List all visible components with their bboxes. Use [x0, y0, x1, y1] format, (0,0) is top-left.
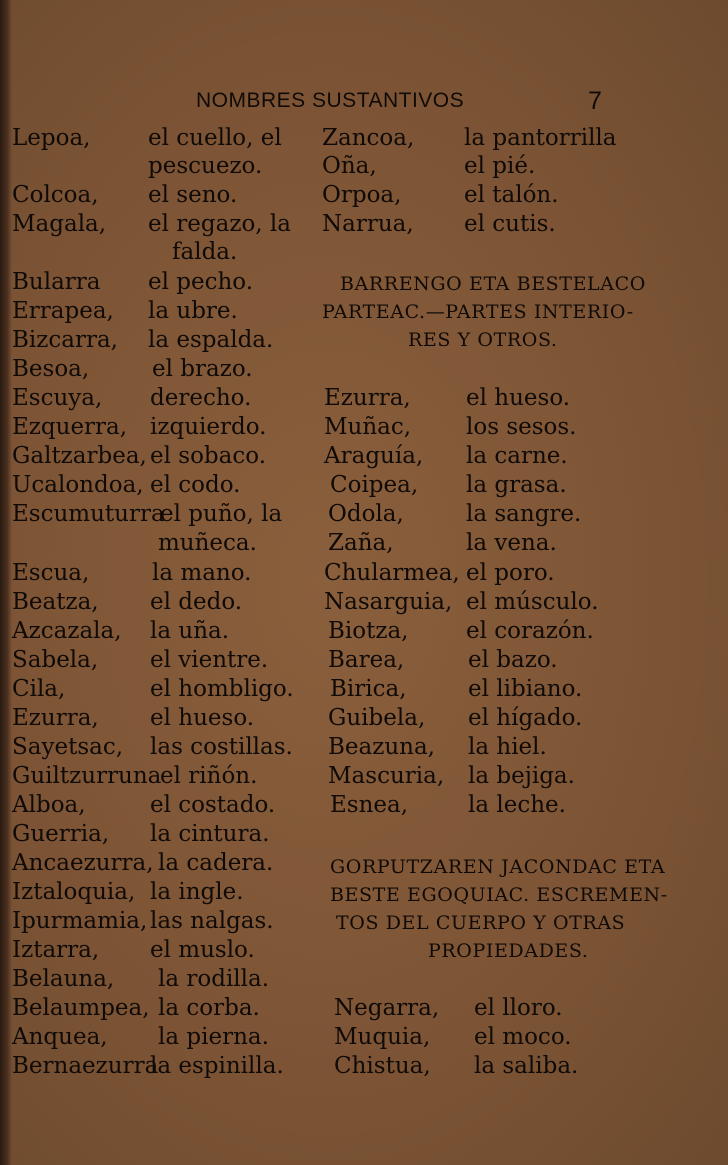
- entry-term: Guiltzurruna: [12, 763, 162, 789]
- entry-term: Chistua,: [334, 1053, 431, 1079]
- entry-meaning: la pantorrilla: [464, 125, 617, 151]
- entry-term: Belauna,: [12, 966, 115, 992]
- entry-term: Biotza,: [328, 618, 409, 644]
- section-heading: BESTE EGOQUIAC. ESCREMEN-: [330, 884, 668, 906]
- entry-term: Magala,: [12, 211, 107, 237]
- entry-term: Ezquerra,: [12, 414, 128, 440]
- entry-term: Alboa,: [12, 792, 86, 818]
- entry-meaning-continuation: muñeca.: [158, 530, 257, 556]
- entry-meaning: el pié.: [464, 153, 536, 179]
- entry-term: Belaumpea,: [12, 995, 150, 1021]
- entry-meaning: la mano.: [152, 560, 252, 586]
- entry-term: Odola,: [328, 501, 404, 527]
- entry-term: Zaña,: [328, 530, 394, 556]
- entry-term: Bernaezurra: [12, 1053, 159, 1079]
- section-heading: PARTEAC.—PARTES INTERIO-: [322, 301, 634, 323]
- section-heading: TOS DEL CUERPO Y OTRAS: [336, 912, 626, 934]
- entry-meaning: la rodilla.: [158, 966, 270, 992]
- entry-term: Ucalondoa,: [12, 472, 144, 498]
- entry-meaning: la sangre.: [466, 501, 582, 527]
- entry-meaning: el codo.: [150, 472, 241, 498]
- entry-meaning: izquierdo.: [150, 414, 267, 440]
- entry-meaning: la espalda.: [148, 327, 274, 353]
- entry-meaning: la corba.: [158, 995, 260, 1021]
- entry-term: Iztaloquia,: [12, 879, 136, 905]
- entry-meaning: la grasa.: [466, 472, 567, 498]
- entry-term: Sabela,: [12, 647, 99, 673]
- entry-term: Esnea,: [330, 792, 409, 818]
- entry-meaning: el hueso.: [150, 705, 255, 731]
- entry-meaning: la vena.: [466, 530, 557, 556]
- entry-meaning: las costillas.: [150, 734, 293, 760]
- section-heading: RES Y OTROS.: [408, 329, 558, 351]
- entry-meaning: el muslo.: [150, 937, 255, 963]
- entry-meaning: el seno.: [148, 182, 238, 208]
- entry-term: Sayetsac,: [12, 734, 124, 760]
- entry-meaning: el lloro.: [474, 995, 563, 1021]
- section-heading: GORPUTZAREN JACONDAC ETA: [330, 856, 666, 878]
- entry-term: Ancaezurra,: [12, 850, 154, 876]
- entry-meaning: el hueso.: [466, 385, 571, 411]
- entry-meaning: la bejiga.: [468, 763, 575, 789]
- entry-term: Zancoa,: [322, 125, 415, 151]
- entry-meaning: las nalgas.: [150, 908, 274, 934]
- entry-term: Bizcarra,: [12, 327, 118, 353]
- entry-term: Beazuna,: [328, 734, 435, 760]
- entry-term: Errapea,: [12, 298, 114, 324]
- entry-term: Escua,: [12, 560, 90, 586]
- entry-meaning: el sobaco.: [150, 443, 266, 469]
- page-binding-edge: [0, 0, 12, 1165]
- entry-meaning: la pierna.: [158, 1024, 269, 1050]
- entry-term: Guibela,: [328, 705, 426, 731]
- entry-meaning: el puño, la: [160, 501, 283, 527]
- entry-term: Coipea,: [330, 472, 419, 498]
- entry-term: Orpoa,: [322, 182, 402, 208]
- entry-term: Guerria,: [12, 821, 110, 847]
- entry-meaning: la espinilla.: [150, 1053, 284, 1079]
- entry-term: Nasarguia,: [324, 589, 453, 615]
- entry-term: Beatza,: [12, 589, 99, 615]
- entry-meaning-continuation: falda.: [172, 239, 238, 265]
- entry-meaning: el riñón.: [160, 763, 258, 789]
- entry-term: Cila,: [12, 676, 66, 702]
- entry-meaning: el poro.: [466, 560, 555, 586]
- entry-term: Anquea,: [12, 1024, 108, 1050]
- entry-meaning: el libiano.: [468, 676, 583, 702]
- entry-term: Ipurmamia,: [12, 908, 148, 934]
- section-heading: BARRENGO ETA BESTELACO: [340, 273, 646, 295]
- entry-term: Araguía,: [324, 443, 424, 469]
- entry-meaning: el regazo, la: [148, 211, 291, 237]
- entry-term: Besoa,: [12, 356, 90, 382]
- entry-term: Bularra: [12, 269, 101, 295]
- entry-meaning: la cintura.: [150, 821, 270, 847]
- entry-meaning: el hígado.: [468, 705, 583, 731]
- entry-meaning: la ubre.: [148, 298, 238, 324]
- entry-term: Narrua,: [322, 211, 414, 237]
- entry-term: Mascuria,: [328, 763, 445, 789]
- entry-meaning: la ingle.: [150, 879, 244, 905]
- entry-meaning: la carne.: [466, 443, 568, 469]
- entry-term: Escumuturra: [12, 501, 165, 527]
- entry-meaning-continuation: pescuezo.: [148, 153, 263, 179]
- entry-meaning: el vientre.: [150, 647, 269, 673]
- entry-meaning: el pecho.: [148, 269, 254, 295]
- entry-meaning: el talón.: [464, 182, 559, 208]
- entry-meaning: el dedo.: [150, 589, 243, 615]
- entry-meaning: el músculo.: [466, 589, 599, 615]
- entry-meaning: el cuello, el: [148, 125, 282, 151]
- entry-term: Azcazala,: [12, 618, 122, 644]
- entry-term: Birica,: [330, 676, 407, 702]
- entry-meaning: el costado.: [150, 792, 276, 818]
- entry-meaning: el bazo.: [468, 647, 558, 673]
- entry-term: Oña,: [322, 153, 377, 179]
- entry-meaning: el brazo.: [152, 356, 253, 382]
- section-heading: PROPIEDADES.: [428, 940, 589, 962]
- entry-term: Iztarra,: [12, 937, 100, 963]
- entry-meaning: la cadera.: [158, 850, 274, 876]
- running-header: NOMBRES SUSTANTIVOS: [196, 89, 465, 112]
- entry-term: Galtzarbea,: [12, 443, 147, 469]
- entry-term: Ezurra,: [324, 385, 411, 411]
- entry-meaning: los sesos.: [466, 414, 577, 440]
- entry-term: Barea,: [328, 647, 405, 673]
- entry-meaning: el moco.: [474, 1024, 572, 1050]
- entry-meaning: derecho.: [150, 385, 252, 411]
- entry-meaning: la saliba.: [474, 1053, 579, 1079]
- entry-term: Muñac,: [324, 414, 412, 440]
- entry-meaning: el hombligo.: [150, 676, 294, 702]
- entry-term: Escuya,: [12, 385, 103, 411]
- entry-term: Negarra,: [334, 995, 440, 1021]
- entry-term: Ezurra,: [12, 705, 99, 731]
- entry-term: Colcoa,: [12, 182, 99, 208]
- entry-meaning: el cutis.: [464, 211, 556, 237]
- entry-meaning: la uña.: [150, 618, 230, 644]
- entry-meaning: la leche.: [468, 792, 566, 818]
- entry-term: Muquia,: [334, 1024, 431, 1050]
- entry-term: Lepoa,: [12, 125, 91, 151]
- entry-meaning: la hiel.: [468, 734, 547, 760]
- page-number: 7: [588, 87, 602, 115]
- entry-term: Chularmea,: [324, 560, 460, 586]
- entry-meaning: el corazón.: [466, 618, 594, 644]
